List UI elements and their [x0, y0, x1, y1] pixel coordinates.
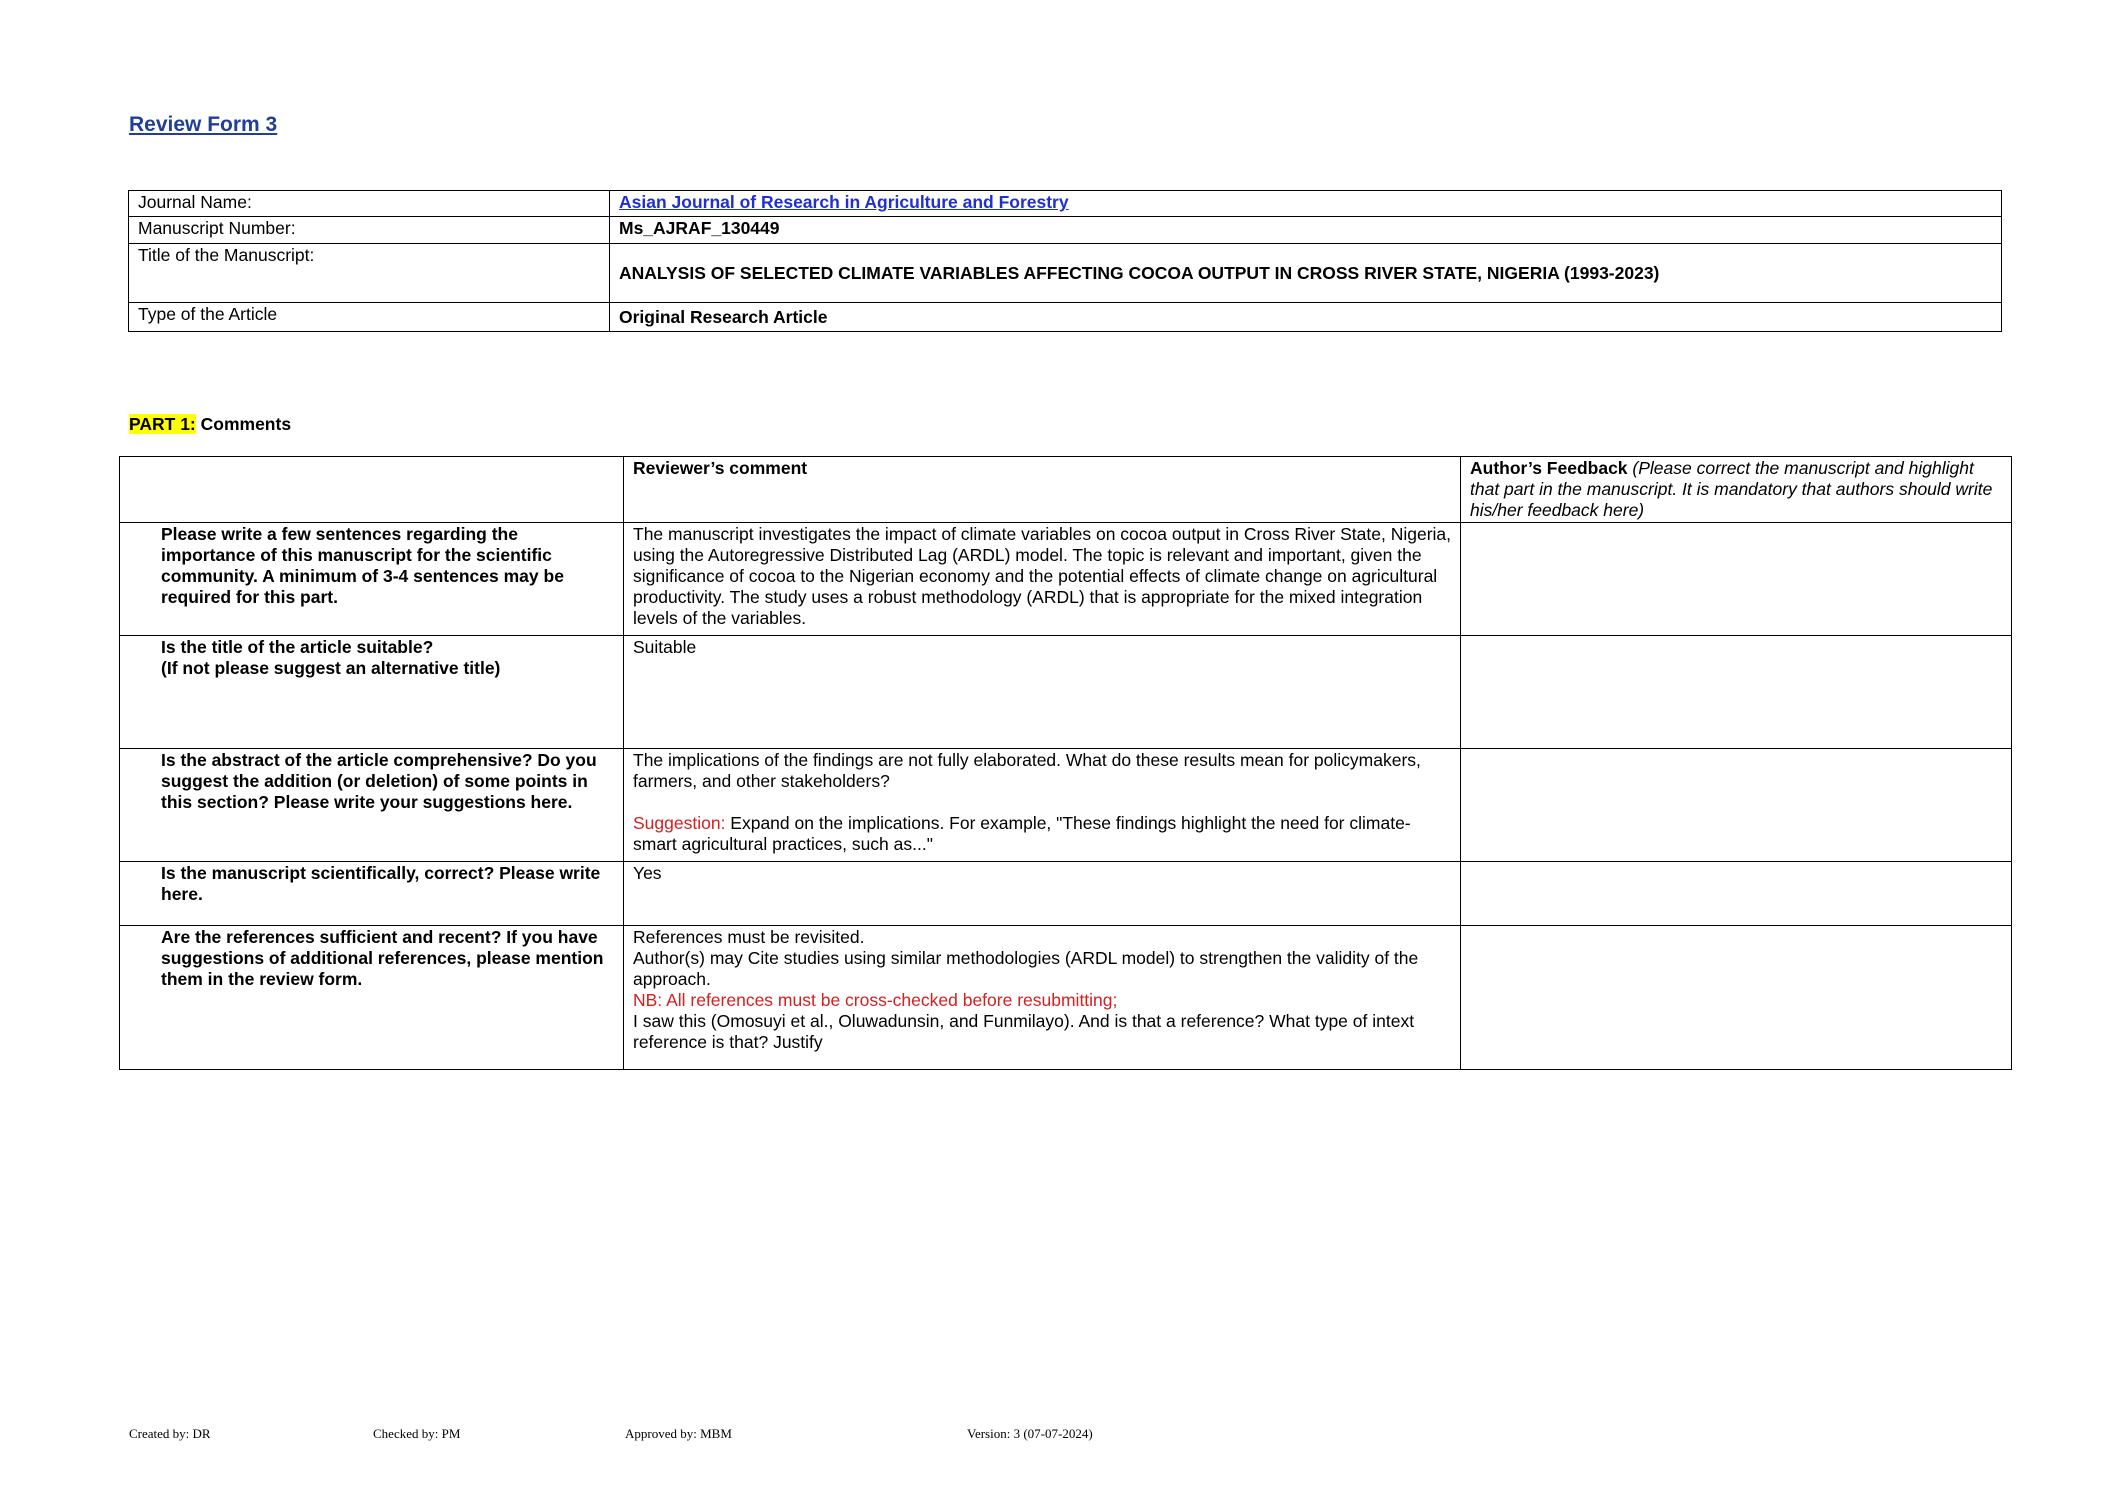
- journal-name-cell: [610, 191, 2002, 217]
- footer-checked-by: Checked by: PM: [373, 1426, 461, 1441]
- manuscript-number-row: [129, 217, 2002, 244]
- suggestion-text: Expand on the implications. For example, "These findings highlight the need for climate-smart agricultural practices, such as...": [633, 813, 1411, 854]
- question-abstract: Is the abstract of the article comprehensive? Do you suggest the addition (or deletion) of some points in this section? Please write your suggestions here.: [120, 749, 624, 862]
- footer-version: Version: 3 (07-07-2024): [967, 1426, 1093, 1441]
- manuscript-number-value: Ms_AJRAF_130449: [610, 217, 2002, 244]
- comment-scientific: Yes: [624, 862, 1461, 926]
- comment-references-line1: References must be revisited.: [633, 927, 865, 947]
- manuscript-info-table: [128, 190, 2002, 332]
- table-row: [120, 523, 2012, 636]
- comment-abstract: [624, 749, 1461, 862]
- comments-header-row: [120, 457, 2012, 523]
- part1-heading-text: Comments: [195, 414, 292, 434]
- feedback-cell-references[interactable]: [1461, 926, 2012, 1070]
- question-title-line1: Is the title of the article suitable?: [161, 637, 434, 657]
- article-type-row: [129, 303, 2002, 332]
- header-empty-cell: [120, 457, 624, 523]
- question-scientific: Is the manuscript scientifically, correct? Please write here.: [120, 862, 624, 926]
- journal-name-label: Journal Name:: [129, 191, 610, 217]
- table-row: [120, 862, 2012, 926]
- part1-heading: [129, 414, 291, 435]
- question-references: Are the references sufficient and recent? If you have suggestions of additional references, please mention them in the review form.: [120, 926, 624, 1070]
- comment-title: Suitable: [624, 636, 1461, 749]
- comment-abstract-text: The implications of the findings are not fully elaborated. What do these results mean for policymakers, farmers, and other stakeholders?: [633, 750, 1421, 791]
- table-row: [120, 926, 2012, 1070]
- comment-references: [624, 926, 1461, 1070]
- header-reviewer-comment: Reviewer’s comment: [624, 457, 1461, 523]
- table-row: [120, 636, 2012, 749]
- comment-references-line4: I saw this (Omosuyi et al., Oluwadunsin, and Funmilayo). And is that a reference? What type of intext reference is that? Justify: [633, 1011, 1415, 1052]
- manuscript-title-row: [129, 244, 2002, 303]
- comment-references-nb: NB: All references must be cross-checked before resubmitting;: [633, 990, 1118, 1010]
- author-feedback-title: Author’s Feedback: [1470, 458, 1628, 478]
- author-feedback-instructions: (Please correct the manuscript and highlight that part in the manuscript. It is mandatory that authors should write his/her feedback here): [1470, 458, 1993, 520]
- journal-name-link[interactable]: Asian Journal of Research in Agriculture and Forestry: [619, 192, 1069, 212]
- footer-created-by: Created by: DR: [129, 1426, 211, 1441]
- journal-name-row: [129, 191, 2002, 217]
- comment-importance: The manuscript investigates the impact of climate variables on cocoa output in Cross River State, Nigeria, using the Autoregressive Distributed Lag (ARDL) model. The topic is relevant and important, given the significance of cocoa to the Nigerian economy and the potential effects of climate change on agricultural productivity. The study uses a robust methodology (ARDL) that is appropriate for the mixed integration levels of the variables.: [624, 523, 1461, 636]
- manuscript-title-value: ANALYSIS OF SELECTED CLIMATE VARIABLES AFFECTING COCOA OUTPUT IN CROSS RIVER STATE, NIGERIA (1993-2023): [610, 244, 2002, 303]
- suggestion-label: Suggestion:: [633, 813, 726, 833]
- question-title-line2: (If not please suggest an alternative title): [161, 658, 501, 678]
- form-title: Review Form 3: [129, 113, 278, 136]
- manuscript-title-label: Title of the Manuscript:: [129, 244, 610, 303]
- feedback-cell-importance[interactable]: [1461, 523, 2012, 636]
- header-author-feedback: [1461, 457, 2012, 523]
- comment-abstract-suggestion: [633, 813, 1451, 855]
- article-type-label: Type of the Article: [129, 303, 610, 332]
- question-title: [120, 636, 624, 749]
- comment-references-line2: Author(s) may Cite studies using similar methodologies (ARDL model) to strengthen the validity of the approach.: [633, 948, 1419, 989]
- question-importance: Please write a few sentences regarding the importance of this manuscript for the scientific community. A minimum of 3-4 sentences may be required for this part.: [120, 523, 624, 636]
- footer-approved-by: Approved by: MBM: [625, 1426, 732, 1441]
- manuscript-number-label: Manuscript Number:: [129, 217, 610, 244]
- article-type-value: Original Research Article: [610, 303, 2002, 332]
- feedback-cell-title[interactable]: [1461, 636, 2012, 749]
- table-row: [120, 749, 2012, 862]
- part1-label: PART 1:: [129, 414, 196, 434]
- feedback-cell-scientific[interactable]: [1461, 862, 2012, 926]
- feedback-cell-abstract[interactable]: [1461, 749, 2012, 862]
- comments-table: [119, 456, 2012, 1070]
